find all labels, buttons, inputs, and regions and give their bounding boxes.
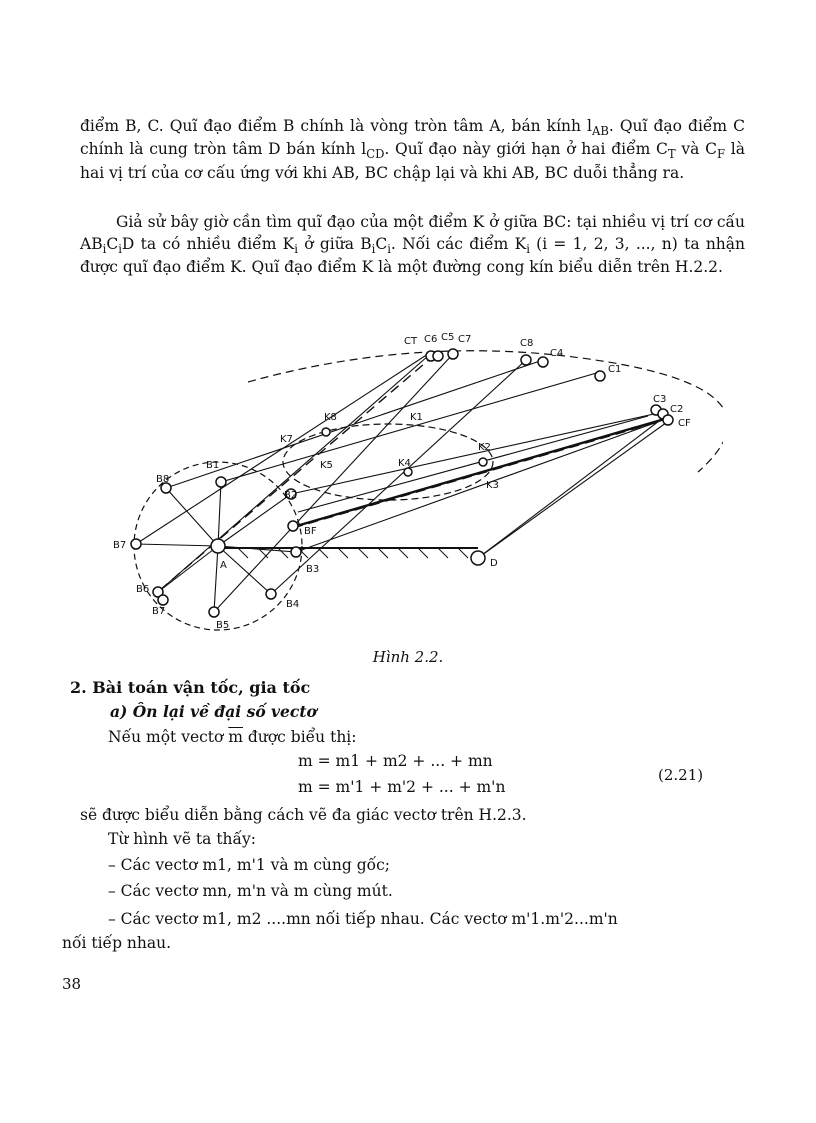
label-B8: B8 xyxy=(156,474,170,485)
label-K8: K8 xyxy=(324,412,337,423)
label-B1: B1 xyxy=(206,460,220,471)
label-K2: K2 xyxy=(478,442,491,453)
subsection-heading: a) Ôn lại về đại số vectơ xyxy=(110,702,317,721)
label-B3: B3 xyxy=(306,564,320,575)
intro-line: Nếu một vectơ $\overline{m}$ được biểu thị: xyxy=(108,728,357,746)
label-CF: CF xyxy=(678,418,691,429)
figure-2-2 xyxy=(108,322,723,642)
label-B2: B2 xyxy=(284,490,298,501)
label-C4: C4 xyxy=(550,348,564,359)
label-C1: C1 xyxy=(608,364,622,375)
page-number: 38 xyxy=(62,975,82,993)
bullet-3-cont: nối tiếp nhau. xyxy=(62,934,172,952)
label-C8: C8 xyxy=(520,338,534,349)
label-C2: C2 xyxy=(670,404,684,415)
label-B6: B6 xyxy=(136,584,150,595)
bullet-2: – Các vectơ mn, m'n và m cùng mút. xyxy=(108,882,393,900)
draw-line: sẽ được biểu diễn bằng cách vẽ đa giác vectơ trên H.2.3. xyxy=(80,806,527,824)
equation-2: m = m'1 + m'2 + ... + m'n xyxy=(298,778,506,796)
label-K7: K7 xyxy=(280,434,293,445)
paragraph-2: Giả sử bây giờ cần tìm quĩ đạo của một điểm K ở giữa BC: tại nhiều vị trí cơ cấu $AB_iC_iD$ ta có nhiều điểm $K_i$ ở giữa $B_iC_i$. Nối các điểm $K_i$ (i = 1, 2, 3, ..., n) ta nhận được quĩ đạo điểm K. Quĩ đạo điểm K là một đường cong kín biểu diễn trên H.2.2. xyxy=(80,213,746,277)
equation-1: m = m1 + m2 + ... + mn xyxy=(298,752,493,770)
label-K1: K1 xyxy=(410,412,423,423)
section-heading: 2. Bài toán vận tốc, gia tốc xyxy=(70,678,311,697)
label-K5: K5 xyxy=(320,460,333,471)
paragraph-1: điểm B, C. Quĩ đạo điểm B chính là vòng tròn tâm A, bán kính $l_{AB}$. Quĩ đạo điểm C chính là cung tròn tâm D bán kính $l_{CD}$. Quĩ đạo này giới hạn ở hai điểm $C_T$ và $C_F$ là hai vị trí của cơ cấu ứng với khi AB, BC chập lại và khi AB, BC duỗi thẳng ra. xyxy=(80,117,746,182)
label-C5: C5 xyxy=(441,332,455,343)
label-B7: B7 xyxy=(113,540,127,551)
label-BT: B7 xyxy=(152,606,166,617)
label-CT: CT xyxy=(404,336,418,347)
figure-caption: Hình 2.2. xyxy=(372,648,444,666)
label-B5: B5 xyxy=(216,620,230,631)
label-K4: K4 xyxy=(398,458,411,469)
bullet-3: – Các vectơ m1, m2 ....mn nối tiếp nhau. Các vectơ m'1.m'2...m'n xyxy=(108,910,618,928)
label-K3: K3 xyxy=(486,480,499,491)
label-C7: C7 xyxy=(458,334,472,345)
bullet-1: – Các vectơ m1, m'1 và m cùng gốc; xyxy=(108,856,390,874)
see-line: Từ hình vẽ ta thấy: xyxy=(108,830,257,848)
label-BF: BF xyxy=(304,526,317,537)
label-A: A xyxy=(220,560,227,571)
equation-number: (2.21) xyxy=(658,766,704,784)
label-C3: C3 xyxy=(653,394,667,405)
label-B4: B4 xyxy=(286,599,300,610)
label-C6: C6 xyxy=(424,334,438,345)
label-D: D xyxy=(490,558,498,569)
